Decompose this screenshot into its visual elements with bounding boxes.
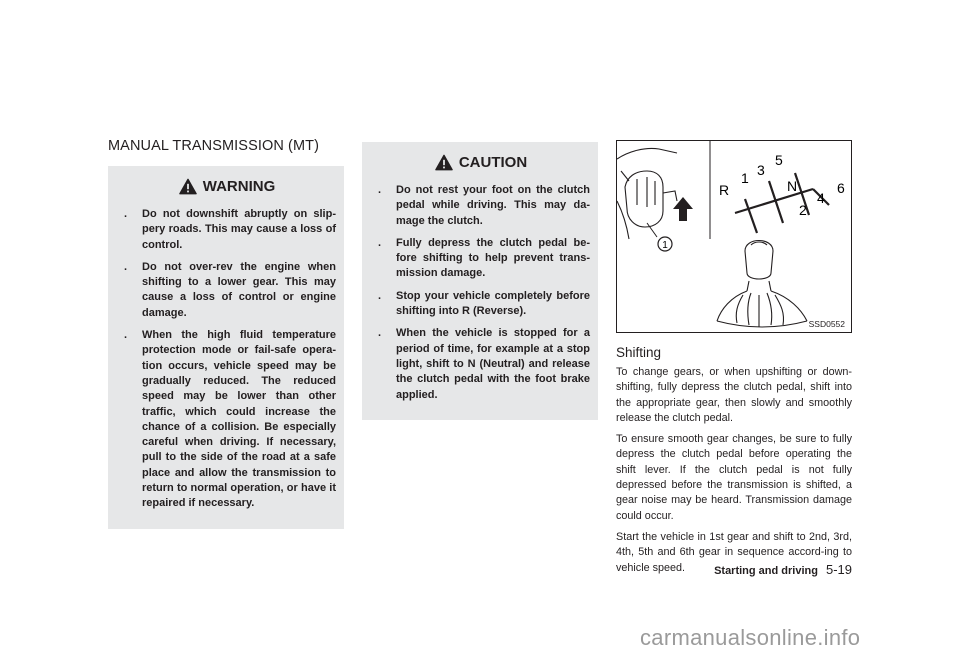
warning-triangle-icon	[179, 178, 197, 195]
caution-item-text: Do not rest your foot on the clutch pedal while driving. This may da-mage the clutch.	[396, 184, 590, 227]
footer-section-title: Starting and driving	[714, 565, 818, 577]
bullet-marker: .	[378, 327, 382, 340]
hand-illustration	[617, 148, 677, 239]
gear-label-r: R	[719, 182, 730, 198]
middle-column	[362, 142, 598, 420]
shifting-paragraph: Start the vehicle in 1st gear and shift to 2nd, 3rd, 4th, 5th and 6th gear in sequence accord-ing to vehicle speed.	[616, 530, 852, 574]
caution-item	[372, 326, 590, 402]
shift-illustration	[617, 141, 853, 334]
section-heading: MANUAL TRANSMISSION (MT)	[108, 138, 320, 154]
gear-label-6: 6	[837, 180, 845, 196]
caution-list	[372, 183, 590, 403]
warning-item	[118, 260, 336, 321]
caution-item-text: Stop your vehicle completely before shifting into R (Reverse).	[396, 289, 590, 318]
warning-item-text: Do not downshift abruptly on slip-pery roads. This may cause a loss of control.	[142, 208, 336, 251]
left-column	[108, 138, 344, 529]
bullet-marker: .	[124, 208, 128, 220]
bullet-marker: .	[378, 184, 382, 196]
gear-label-4: 4	[817, 190, 825, 206]
caution-title-text: CAUTION	[458, 154, 528, 171]
bullet-marker: .	[378, 236, 382, 249]
caution-title	[372, 154, 590, 171]
gear-label-5: 5	[775, 152, 783, 168]
figure-code: SSD0552	[808, 319, 845, 329]
bullet-marker: .	[124, 260, 128, 273]
shifting-paragraph: To ensure smooth gear changes, be sure to fully depress the clutch pedal before operating the shift lever. If the clutch pedal is not fully depressed before the transmission is shifted, a gear noise may be heard. Transmission damage could occur.	[616, 433, 852, 522]
bullet-marker: .	[124, 329, 128, 342]
warning-list	[118, 207, 336, 512]
watermark: carmanualsonline.info	[640, 625, 861, 650]
gear-label-1: 1	[741, 170, 749, 186]
caution-item-text: When the vehicle is stopped for a period of time, for example at a stop light, shift to N (Neutral) and release the clutch pedal with the foot brake applied.	[396, 327, 590, 401]
warning-box	[108, 166, 344, 529]
caution-item-text: Fully depress the clutch pedal be-fore shifting to help prevent trans-mission damage.	[396, 236, 590, 280]
gear-label-2: 2	[799, 202, 807, 218]
up-arrow-icon	[673, 197, 693, 221]
caution-triangle-icon	[435, 154, 453, 171]
bullet-marker: .	[378, 289, 382, 302]
shift-knob-illustration	[717, 241, 807, 328]
right-column	[616, 140, 852, 582]
caution-item	[372, 236, 590, 282]
callout-leader	[647, 223, 657, 237]
shift-pattern-figure	[616, 140, 852, 333]
warning-title-text: WARNING	[202, 178, 276, 195]
caution-box	[362, 142, 598, 420]
page-number: 5-19	[825, 562, 852, 577]
page-footer	[652, 562, 852, 577]
shift-gate-lines	[735, 173, 829, 233]
warning-title	[118, 178, 336, 195]
gear-label-n: N	[787, 178, 798, 194]
shifting-paragraph: To change gears, or when upshifting or down-shifting, fully depress the clutch pedal, shift into the appropriate gear, then slowly and smoothly release the clutch pedal.	[616, 366, 852, 424]
caution-item	[372, 183, 590, 229]
warning-item	[118, 328, 336, 512]
warning-item-text: When the high fluid temperature protection mode or fail-safe opera-tion occurs, vehicle speed may be gradually reduced. The reduced speed may be lower than other traffic, which could increase the chance of a collision. Be especially careful when driving. If necessary, pull to the side of the road at a safe place and allow the transmission to return to normal operation, or have it repaired if necessary.	[142, 329, 336, 510]
callout-number: 1	[662, 240, 668, 251]
caution-item	[372, 289, 590, 320]
warning-item-text: Do not over-rev the engine when shifting to a lower gear. This may cause a loss of control or engine damage.	[142, 260, 336, 319]
gear-label-3: 3	[757, 162, 765, 178]
warning-item	[118, 207, 336, 253]
shifting-heading: Shifting	[616, 345, 662, 360]
